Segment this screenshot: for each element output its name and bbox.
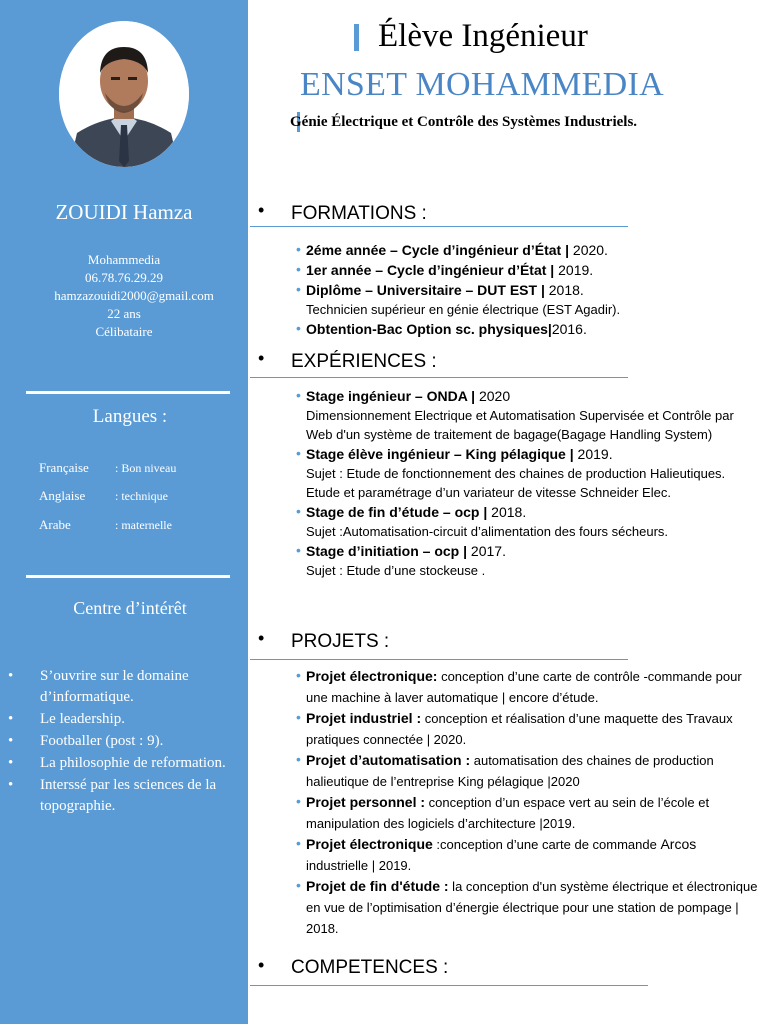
list-item: • Projet industriel : conception et réalisation d’une maquette des Travaux pratiques connectée | 2020. [296,709,733,747]
list-item: • S’ouvrire sur le domaine d’informatique. [8,668,189,705]
experiences-list [296,386,758,580]
divider [26,391,230,394]
list-item: • Stage de fin d’étude – ocp | 2018. Sujet :Automatisation-circuit d’alimentation des fours sécheurs. [296,502,758,541]
list-item: • Stage ingénieur – ONDA | 2020 Dimensionnement Electrique et Automatisation Supervisée et Contrôle par Web d'un système de traitement de bagage(Bagage Handling System) [296,386,758,444]
section-title-experiences: EXPÉRIENCES : [291,351,437,372]
languages-title: Langues : [92,406,168,427]
language-name: Française [39,460,89,475]
list-item: • Stage élève ingénieur – King pélagique | 2019. Sujet : Etude de fonctionnement des chaines de production Halieutiques. Etude et paramétrage d’un variateur de vitesse Schneider Elec. [296,444,758,502]
section-rule [250,377,628,378]
list-item: • Le leadership. [8,711,125,727]
section-rule [250,985,648,986]
language-level: : maternelle [115,518,172,532]
department: Génie Électrique et Contrôle des Systèmes Industriels. [290,114,638,130]
interests-list [8,666,248,818]
section-rule [250,659,628,660]
list-item: • Projet d’automatisation : automatisation des chaines de production halieutique de l’entreprise King pélagique |2020 [296,751,714,789]
item-detail: Technicien supérieur en génie électrique (EST Agadir). [306,302,621,317]
section-bullet: • [258,348,265,368]
list-item: • Diplôme – Universitaire – DUT EST | 2018. Technicien supérieur en génie électrique (EST Agadir). [296,280,716,319]
section-title-formations: FORMATIONS : [291,203,427,224]
list-item: • Stage d’initiation – ocp | 2017. Sujet : Etude d’une stockeuse . [296,541,758,580]
section-title-competences: COMPETENCES : [291,957,449,978]
item-detail: Etude et paramétrage d’un variateur de vitesse Schneider Elec. [306,485,671,500]
contact-email[interactable]: hamzazouidi2000@gmail.com [54,288,214,303]
list-item: • La philosophie de reformation. [8,755,226,771]
language-level: : Bon niveau [115,461,177,475]
language-name: Anglaise [39,488,86,503]
list-item: • Projet électronique :conception d’une carte de commande Arcos industrielle | 2019. [296,835,697,873]
interests-title: Centre d’intérêt [73,598,187,618]
divider [26,575,230,578]
list-item: • Projet personnel : conception d’un espace vert au sein de l’école et manipulation des logiciels d’architecture |2019. [296,793,710,831]
list-item: • 1er année – Cycle d’ingénieur d’État | 2019. [296,261,594,278]
language-row [39,517,172,533]
section-title-projets: PROJETS : [291,631,390,652]
list-item: • Obtention-Bac Option sc. physiques|2016. [296,320,587,337]
contact-status: Célibataire [95,324,153,339]
contact-info [0,251,248,341]
school-name: ENSET MOHAMMEDIA [300,66,665,103]
section-rule [250,226,628,227]
profile-photo [59,21,189,167]
title-accent-bar [354,24,359,51]
list-item: • Projet de fin d'étude : la conception d'un système électrique et électronique en vue de l’optimisation d’énergie électrique pour une station de pompage | 2018. [296,877,758,936]
section-bullet: • [258,955,265,975]
item-detail: Sujet :Automatisation-circuit d’alimentation des fours sécheurs. [306,524,669,539]
contact-age: 22 ans [107,306,141,321]
list-item: • Footballer (post : 9). [8,733,164,749]
formations-list [296,240,716,339]
contact-city: Mohammedia [87,252,161,267]
section-bullet: • [258,628,265,648]
language-name: Arabe [39,517,71,532]
item-detail: Sujet : Etude de fonctionnement des chaines de production Halieutiques. [306,466,726,481]
list-item: • 2éme année – Cycle d’ingénieur d’État | 2020. [296,241,608,258]
list-item: • Interssé par les sciences de la topographie. [8,777,217,814]
item-detail: Sujet : Etude d’une stockeuse . [306,563,486,578]
language-row [39,488,168,504]
item-detail: Dimensionnement Electrique et Automatisation Supervisée et Contrôle par Web d'un système de traitement de bagage(Bagage Handling System) [306,408,734,442]
list-item: • Projet électronique: conception d’une carte de contrôle -commande pour une machine à laver automatique | encore d’étude. [296,667,742,705]
profile-name: ZOUIDI Hamza [55,200,193,224]
language-level: : technique [115,489,168,503]
page-title: Élève Ingénieur [378,18,588,54]
projects-list [296,666,760,939]
contact-phone: 06.78.76.29.29 [85,270,163,285]
section-bullet: • [258,200,265,220]
language-row [39,460,176,476]
